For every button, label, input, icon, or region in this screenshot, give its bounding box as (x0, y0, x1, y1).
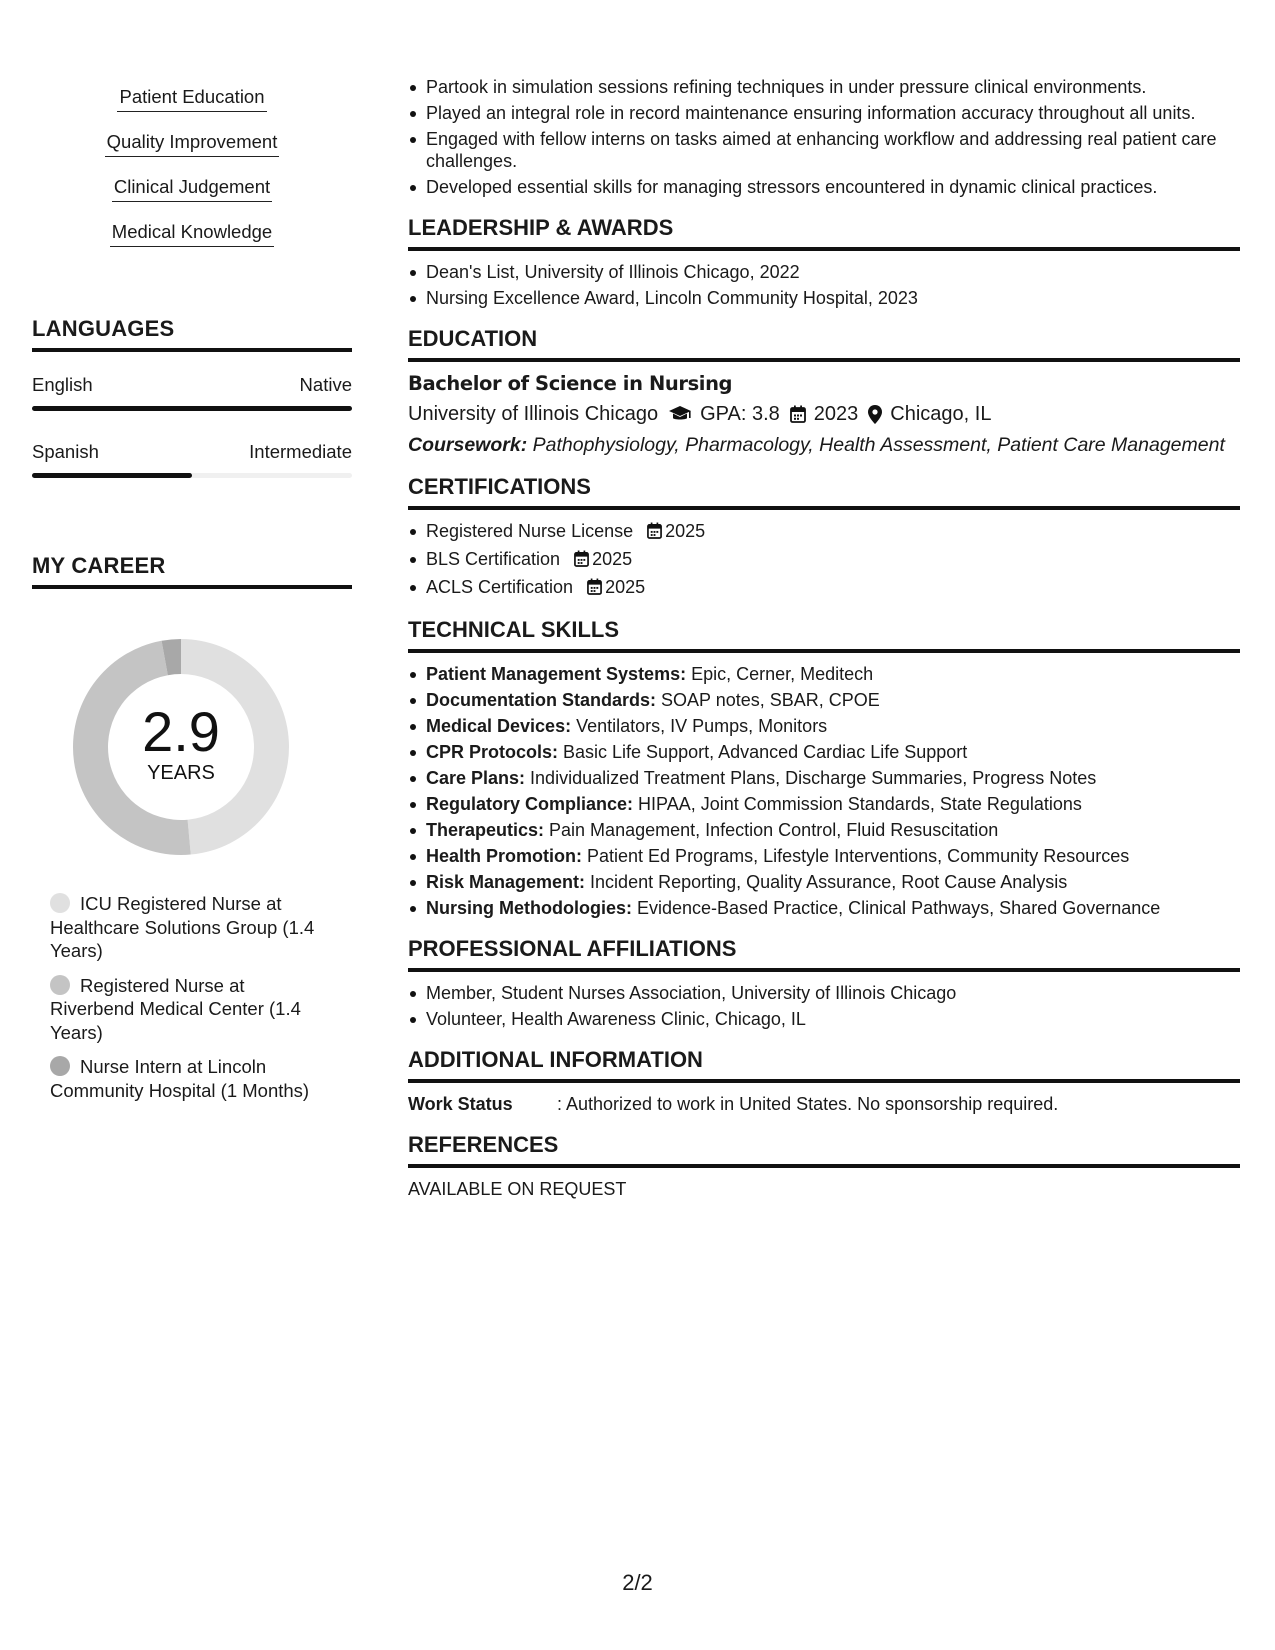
skill-label: CPR Protocols: (426, 742, 559, 762)
work-status-label: Work Status (408, 1094, 513, 1114)
skills-list (32, 86, 352, 266)
career-legend-item (50, 892, 330, 963)
legend-dot (50, 975, 70, 995)
language-proficiency-fill (32, 473, 192, 478)
gpa: GPA: 3.8 (700, 403, 780, 425)
career-legend-text: Registered Nurse at Riverbend Medical Center (1.4 Years) (50, 974, 301, 1043)
skill-tag: Clinical Judgement (112, 176, 272, 202)
list-item (426, 897, 1240, 919)
right-column (408, 76, 1240, 1200)
language-row (32, 441, 352, 478)
skill-label: Medical Devices: (426, 716, 572, 736)
certifications-section (408, 474, 1240, 600)
list-item (426, 548, 1240, 572)
school-name: University of Illinois Chicago (408, 403, 659, 425)
technical-skills-section (408, 617, 1240, 919)
graduation-year: 2023 (813, 403, 859, 425)
legend-dot (50, 893, 70, 913)
skill-label: Documentation Standards: (426, 690, 657, 710)
list-item (426, 819, 1240, 841)
skill-text: Patient Ed Programs, Lifestyle Interventions, Community Resources (582, 846, 1130, 866)
section-heading: CERTIFICATIONS (408, 474, 1240, 510)
skill-text: Epic, Cerner, Meditech (686, 664, 874, 684)
skill-text: Pain Management, Infection Control, Fluid Resuscitation (544, 820, 999, 840)
list-item: Dean's List, University of Illinois Chicago, 2022 (426, 261, 1240, 283)
legend-dot (50, 1056, 70, 1076)
skill-label: Regulatory Compliance: (426, 794, 634, 814)
language-proficiency-fill (32, 406, 352, 411)
calendar-icon (574, 550, 589, 572)
language-proficiency-bar (32, 406, 352, 411)
education-location: Chicago, IL (890, 403, 992, 425)
career-total-value: 2.9 (142, 700, 220, 763)
list-item (426, 715, 1240, 737)
cert-name: BLS Certification (426, 549, 561, 569)
section-heading: TECHNICAL SKILLS (408, 617, 1240, 653)
work-status-row (408, 1093, 1240, 1115)
career-legend-item (50, 974, 330, 1045)
list-item (426, 663, 1240, 685)
calendar-icon (587, 578, 602, 600)
career-legend-item (50, 1055, 330, 1102)
career-legend-text: ICU Registered Nurse at Healthcare Solutions Group (1.4 Years) (50, 893, 315, 961)
skill-text: Individualized Treatment Plans, Discharge Summaries, Progress Notes (525, 768, 1097, 788)
cert-name: ACLS Certification (426, 577, 574, 597)
experience-bullets (408, 76, 1240, 198)
list-item (426, 576, 1240, 600)
skill-tag: Quality Improvement (105, 131, 280, 157)
section-heading: LEADERSHIP & AWARDS (408, 215, 1240, 251)
leadership-section (408, 215, 1240, 309)
skill-label: Health Promotion: (426, 846, 582, 866)
calendar-icon (647, 522, 662, 544)
skill-text: Incident Reporting, Quality Assurance, Root Cause Analysis (585, 872, 1068, 892)
section-heading: ADDITIONAL INFORMATION (408, 1047, 1240, 1083)
list-item (426, 767, 1240, 789)
cert-year: 2025 (605, 577, 646, 597)
language-proficiency-bar (32, 473, 352, 478)
career-total-unit: YEARS (147, 762, 215, 784)
degree-title: Bachelor of Science in Nursing (408, 372, 733, 395)
list-item: Partook in simulation sessions refining techniques in under pressure clinical environments. (426, 76, 1240, 98)
skill-label: Patient Management Systems: (426, 664, 687, 684)
list-item (426, 520, 1240, 544)
graduation-cap-icon (668, 405, 692, 423)
language-level: Native (299, 374, 352, 395)
career-legend-text: Nurse Intern at Lincoln Community Hospital (1 Months) (50, 1056, 310, 1101)
list-item (426, 793, 1240, 815)
coursework (408, 433, 1240, 457)
section-heading: PROFESSIONAL AFFILIATIONS (408, 936, 1240, 972)
section-heading: REFERENCES (408, 1132, 1240, 1168)
work-status-text: : Authorized to work in United States. No sponsorship required. (557, 1094, 1059, 1114)
language-row (32, 374, 352, 411)
list-item (426, 845, 1240, 867)
list-item (426, 871, 1240, 893)
section-heading: EDUCATION (408, 326, 1240, 362)
career-legend (32, 892, 330, 1102)
skill-text: HIPAA, Joint Commission Standards, State Regulations (633, 794, 1082, 814)
language-name: Spanish (32, 441, 99, 462)
languages-section (32, 316, 352, 478)
list-item: Member, Student Nurses Association, University of Illinois Chicago (426, 982, 1240, 1004)
references-section (408, 1132, 1240, 1200)
skill-label: Care Plans: (426, 768, 526, 788)
skill-label: Risk Management: (426, 872, 586, 892)
career-section (32, 553, 352, 1102)
education-details (408, 402, 1240, 426)
list-item: Nursing Excellence Award, Lincoln Community Hospital, 2023 (426, 287, 1240, 309)
calendar-icon (790, 405, 806, 423)
page-number: 2/2 (622, 1570, 653, 1595)
location-pin-icon (868, 405, 882, 424)
cert-year: 2025 (592, 549, 633, 569)
list-item: Engaged with fellow interns on tasks aimed at enhancing workflow and addressing real patient care challenges. (426, 128, 1240, 172)
skill-tag: Medical Knowledge (110, 221, 274, 247)
skill-text: Evidence-Based Practice, Clinical Pathways, Shared Governance (632, 898, 1161, 918)
skill-text: Basic Life Support, Advanced Cardiac Life Support (558, 742, 968, 762)
education-section (408, 326, 1240, 457)
list-item: Developed essential skills for managing stressors encountered in dynamic clinical practices. (426, 176, 1240, 198)
cert-year: 2025 (665, 521, 706, 541)
skill-text: SOAP notes, SBAR, CPOE (656, 690, 880, 710)
additional-info-section (408, 1047, 1240, 1115)
references-text: AVAILABLE ON REQUEST (408, 1179, 627, 1199)
career-heading: MY CAREER (32, 553, 352, 589)
career-donut-chart (66, 632, 296, 862)
language-name: English (32, 374, 93, 395)
skill-label: Therapeutics: (426, 820, 545, 840)
coursework-text: Pathophysiology, Pharmacology, Health Assessment, Patient Care Management (527, 434, 1225, 456)
list-item (426, 741, 1240, 763)
cert-name: Registered Nurse License (426, 521, 634, 541)
affiliations-section (408, 936, 1240, 1030)
list-item (426, 689, 1240, 711)
language-level: Intermediate (249, 441, 352, 462)
skill-tag: Patient Education (117, 86, 266, 112)
list-item: Volunteer, Health Awareness Clinic, Chicago, IL (426, 1008, 1240, 1030)
left-column (32, 86, 352, 1113)
coursework-label: Coursework: (408, 434, 528, 456)
list-item: Played an integral role in record maintenance ensuring information accuracy throughout all units. (426, 102, 1240, 124)
languages-heading: LANGUAGES (32, 316, 352, 352)
skill-text: Ventilators, IV Pumps, Monitors (571, 716, 828, 736)
skill-label: Nursing Methodologies: (426, 898, 632, 918)
